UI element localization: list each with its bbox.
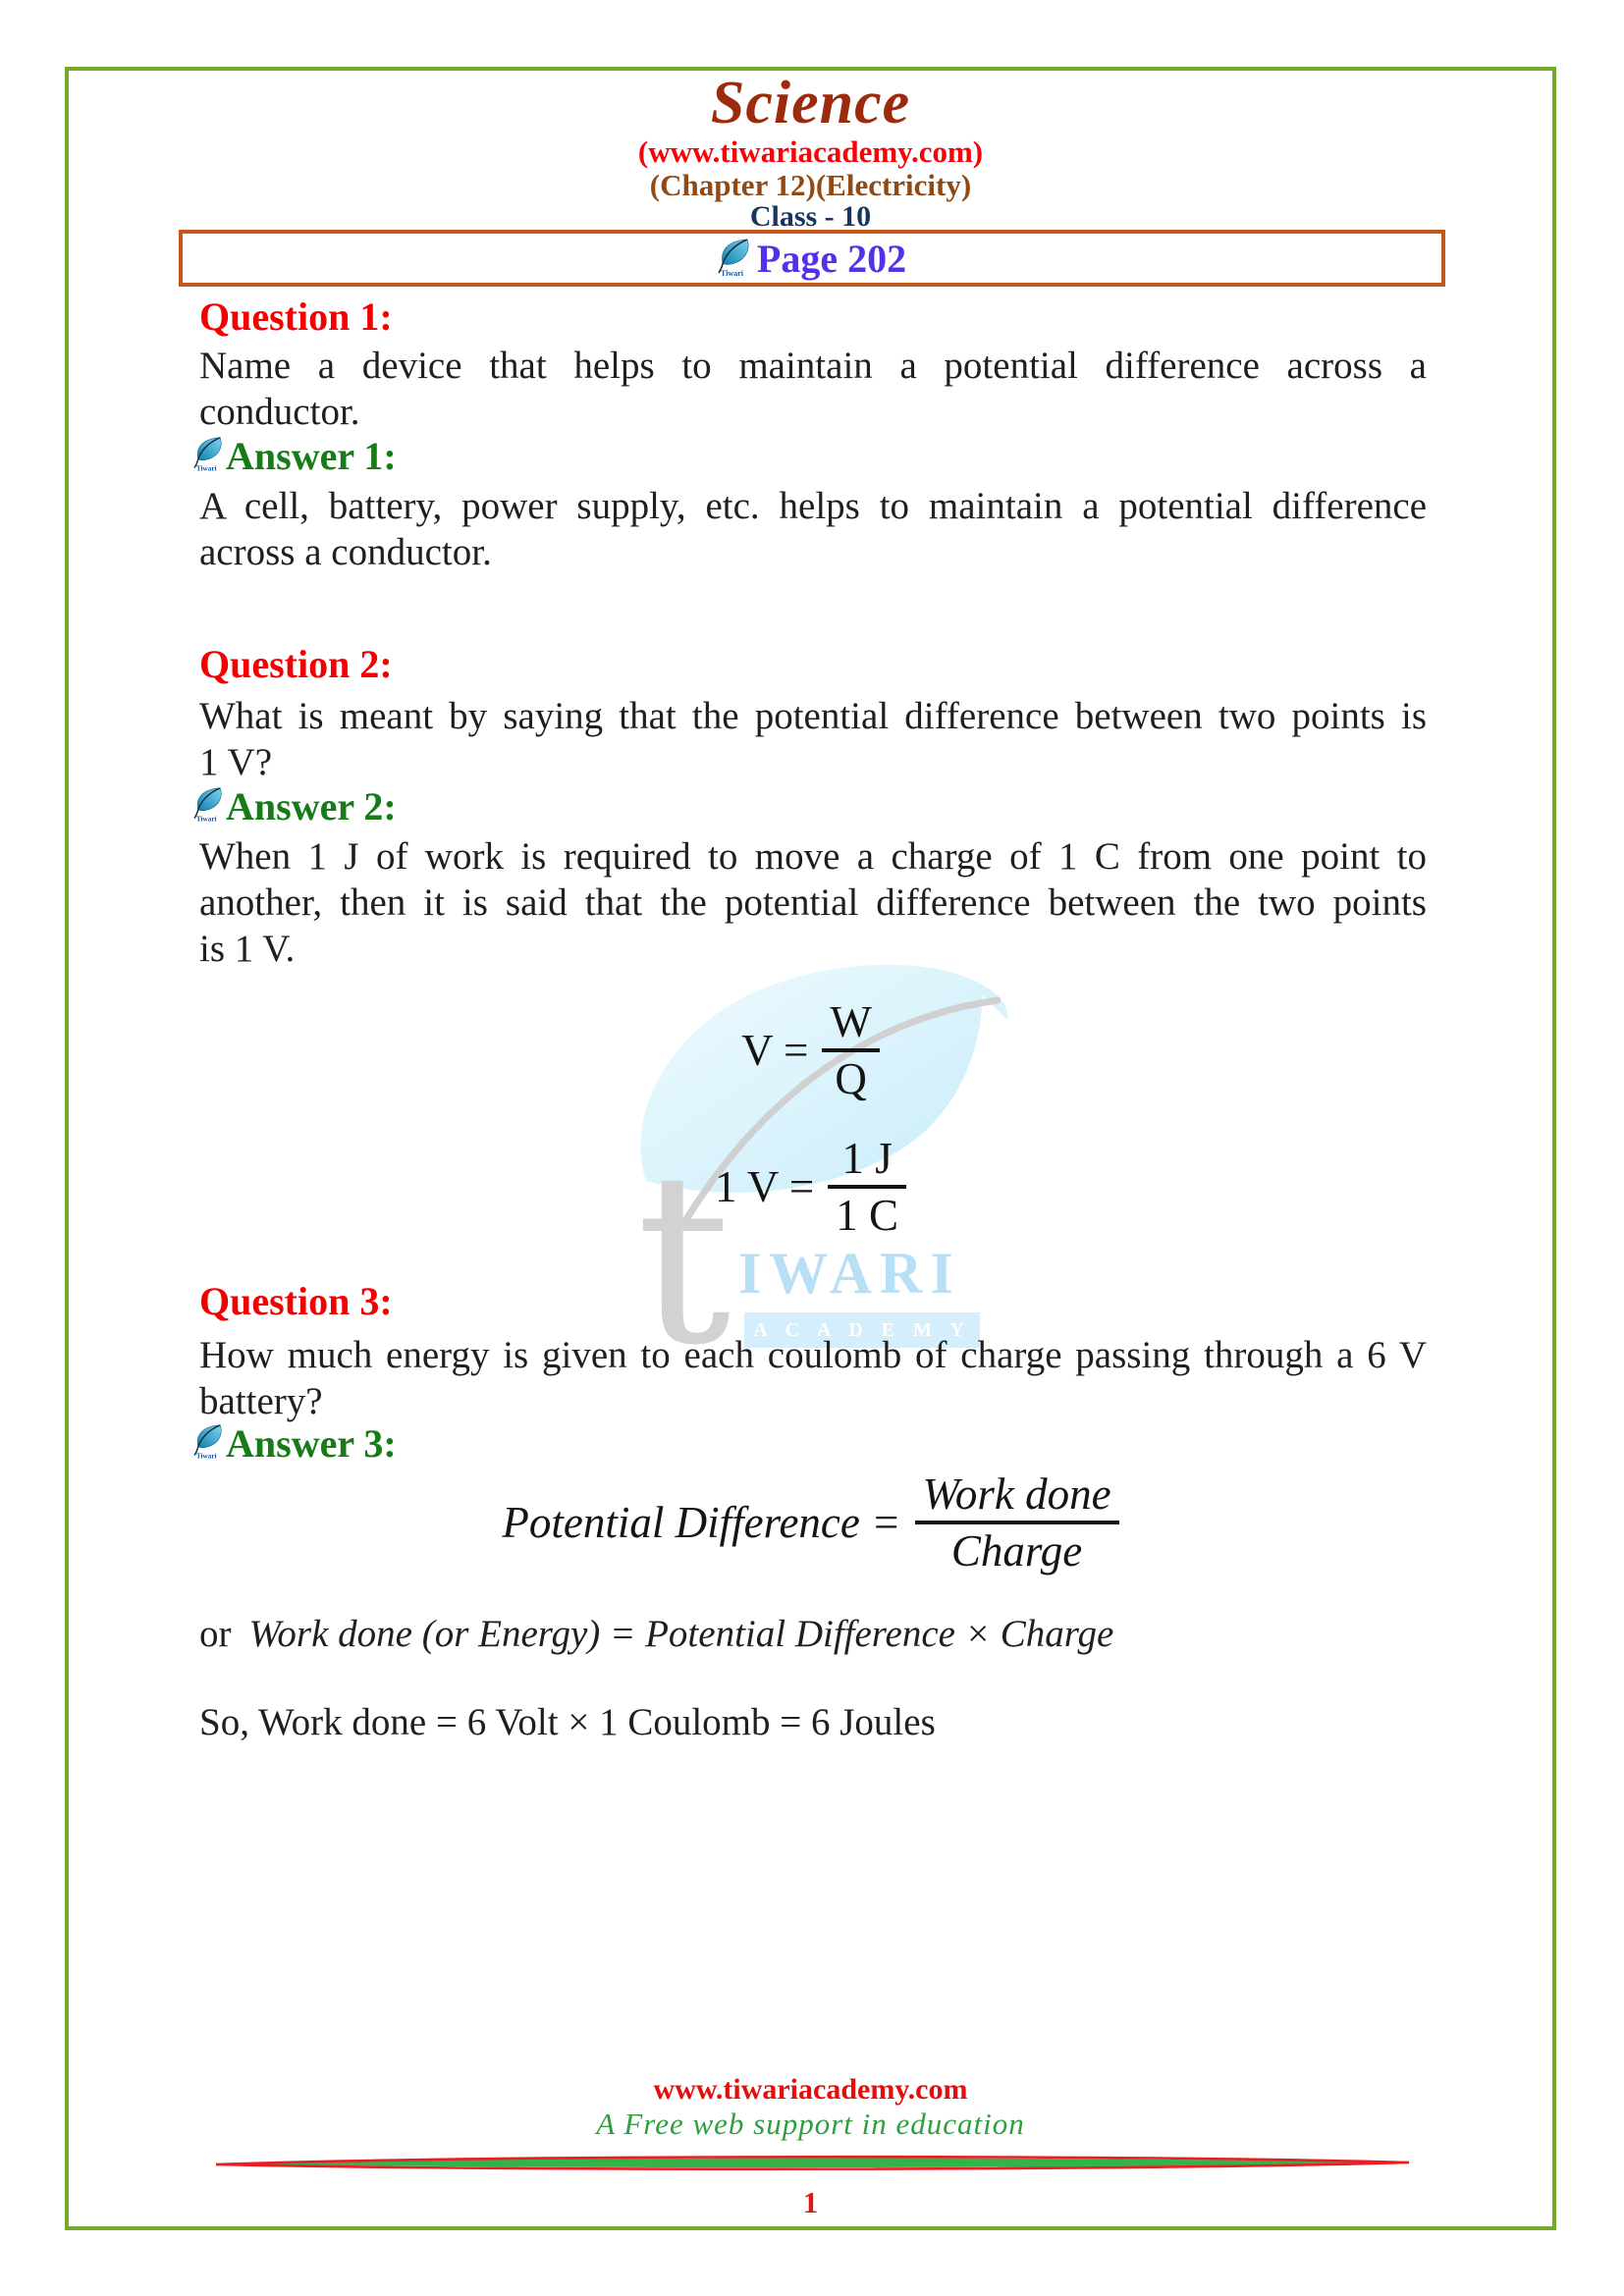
fraction: [828, 1134, 906, 1241]
header-chapter: (Chapter 12)(Electricity): [649, 168, 972, 202]
watermark-word: IWARI: [738, 1241, 961, 1306]
header-site-url: (www.tiwariacademy.com): [637, 134, 984, 169]
question-3-text: [199, 1332, 1427, 1424]
fraction: [822, 997, 879, 1104]
text-line: another, then it is said that the potential difference between the two points: [199, 881, 1427, 924]
tiwari-leaf-icon: [193, 786, 224, 824]
text-line: is 1 V.: [199, 928, 296, 970]
text-line: What is meant by saying that the potential difference between two points is: [199, 695, 1427, 737]
tiwari-icon-label: Tiwari: [195, 1452, 217, 1461]
fraction-denominator: Q: [835, 1054, 867, 1104]
tiwari-icon-label: Tiwari: [195, 815, 217, 824]
text-line: across a conductor.: [199, 531, 492, 573]
page-number-box: [179, 230, 1445, 287]
footer-site-url: www.tiwariacademy.com: [653, 2073, 968, 2106]
answer-1-heading: [193, 436, 1421, 477]
fraction: [915, 1469, 1119, 1576]
question-2-text: [199, 693, 1427, 785]
text-line: Name a device that helps to maintain a potential difference across a: [199, 345, 1427, 387]
fraction-numerator: 1 J: [841, 1134, 893, 1183]
question-1-text: [199, 343, 1427, 435]
page-title: Science: [710, 70, 911, 136]
tiwari-icon-label: Tiwari: [195, 464, 217, 473]
answer-2-heading: [193, 786, 1421, 828]
fraction-bar: [828, 1185, 906, 1189]
text-line: When 1 J of work is required to move a charge of 1 C from one point to: [199, 835, 1427, 878]
tiwari-leaf-icon: [193, 436, 224, 473]
text-line: conductor.: [199, 391, 360, 433]
text-line: How much energy is given to each coulomb of charge passing through a 6 V: [199, 1334, 1427, 1376]
answer-2-label: Answer 2:: [226, 784, 397, 828]
formula-potential-difference: [65, 1469, 1556, 1576]
fraction-bar: [915, 1521, 1119, 1524]
answer-3-label: Answer 3:: [226, 1421, 397, 1466]
page-number-label: Page 202: [756, 236, 907, 281]
fraction-numerator: Work done: [922, 1469, 1111, 1519]
fraction-denominator: Charge: [950, 1526, 1083, 1576]
answer-3-heading: [193, 1423, 1421, 1465]
answer-1-text: [199, 483, 1427, 575]
work-done-identity: Work done (or Energy) = Potential Difference × Charge: [248, 1613, 1114, 1655]
formula-lhs: V =: [741, 1026, 809, 1076]
formula-v-equals-w-over-q: [65, 997, 1556, 1104]
footer-divider: [216, 2152, 1409, 2173]
fraction-numerator: W: [830, 997, 872, 1046]
formula-lhs: 1 V =: [714, 1162, 815, 1212]
question-1-heading: Question 1:: [199, 294, 393, 339]
formula-lhs: Potential Difference =: [502, 1498, 901, 1548]
watermark-t-glyph: t: [636, 1122, 731, 1397]
answer-1-label: Answer 1:: [226, 434, 397, 478]
answer-2-text: [199, 833, 1427, 972]
question-3-heading: Question 3:: [199, 1279, 393, 1323]
work-done-identity-line: [199, 1611, 1495, 1657]
formula-1v-equals-1j-over-1c: [65, 1134, 1556, 1241]
text-line: 1 V?: [199, 741, 273, 783]
header-class: Class - 10: [749, 200, 872, 233]
watermark-academy-band: A C A D E M Y: [744, 1312, 980, 1348]
question-2-heading: Question 2:: [199, 642, 393, 686]
fraction-bar: [822, 1048, 879, 1052]
footer-page-number: 1: [802, 2185, 819, 2219]
text-line: battery?: [199, 1380, 323, 1422]
tiwari-leaf-icon: [718, 238, 751, 279]
tiwari-icon-label: Tiwari: [720, 269, 743, 278]
footer-tagline: A Free web support in education: [596, 2107, 1025, 2141]
or-prefix: or: [199, 1613, 232, 1655]
result-line: So, Work done = 6 Volt × 1 Coulomb = 6 Joules: [199, 1701, 936, 1743]
fraction-denominator: 1 C: [836, 1191, 898, 1241]
tiwari-leaf-icon: [193, 1423, 224, 1461]
text-line: A cell, battery, power supply, etc. helps to maintain a potential difference: [199, 485, 1427, 527]
